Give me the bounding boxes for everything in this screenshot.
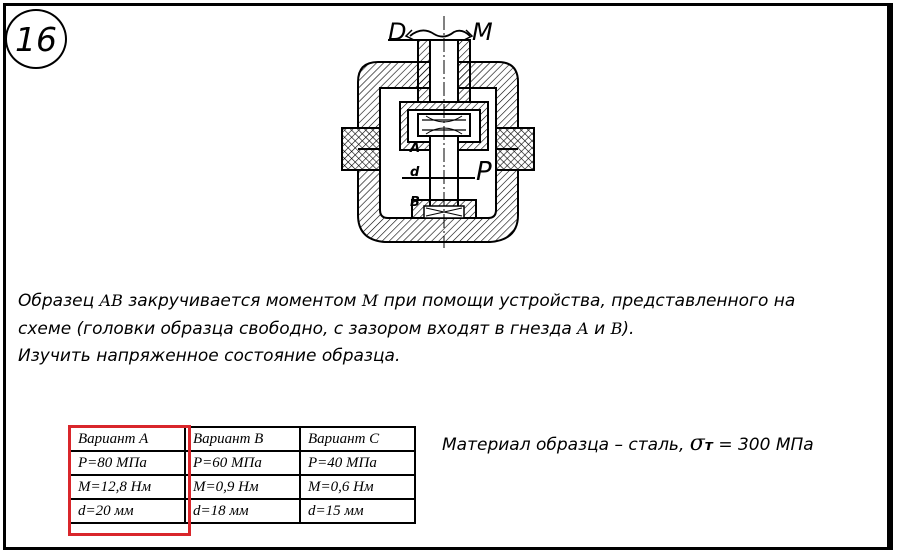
table-row [70,499,415,523]
description-line-1: Образец AB закручивается моментом M при помощи устройства, представленного на [18,291,796,311]
table-cell: Вариант В [185,427,300,451]
table-cell: P=60 МПа [185,451,300,475]
description-line-2: схеме (головки образца свободно, с зазором входят в гнезда A и B). [18,319,635,339]
moment-arrow-icon [410,30,470,36]
table-cell: P=40 МПа [300,451,415,475]
label-D: D [388,18,407,46]
table-cell: Вариант А [70,427,185,451]
table-cell: M=0,6 Нм [300,475,415,499]
top-shaft-hatch-right [458,40,470,102]
device-schematic [330,10,560,250]
label-B: B [410,195,420,210]
table-cell: M=12,8 Нм [70,475,185,499]
table-cell: M=0,9 Нм [185,475,300,499]
variants-table [69,426,416,524]
label-d: d [410,165,420,180]
table-row [70,451,415,475]
table-cell: d=15 мм [300,499,415,523]
table-row [70,427,415,451]
frame-right-edge [888,3,893,550]
label-M: M [472,18,493,46]
material-spec: Материал образца – сталь, σт = 300 МПа [442,431,814,456]
table-row [70,475,415,499]
problem-number: 16 [5,9,67,69]
label-P: P [476,157,492,187]
description-line-3: Изучить напряженное состояние образца. [18,346,401,366]
table-cell: Вариант С [300,427,415,451]
problem-description [18,287,878,370]
table-cell: P=80 МПа [70,451,185,475]
table-cell: d=20 мм [70,499,185,523]
table-cell: d=18 мм [185,499,300,523]
label-A: A [410,141,421,156]
top-shaft-hatch-left [418,40,430,102]
